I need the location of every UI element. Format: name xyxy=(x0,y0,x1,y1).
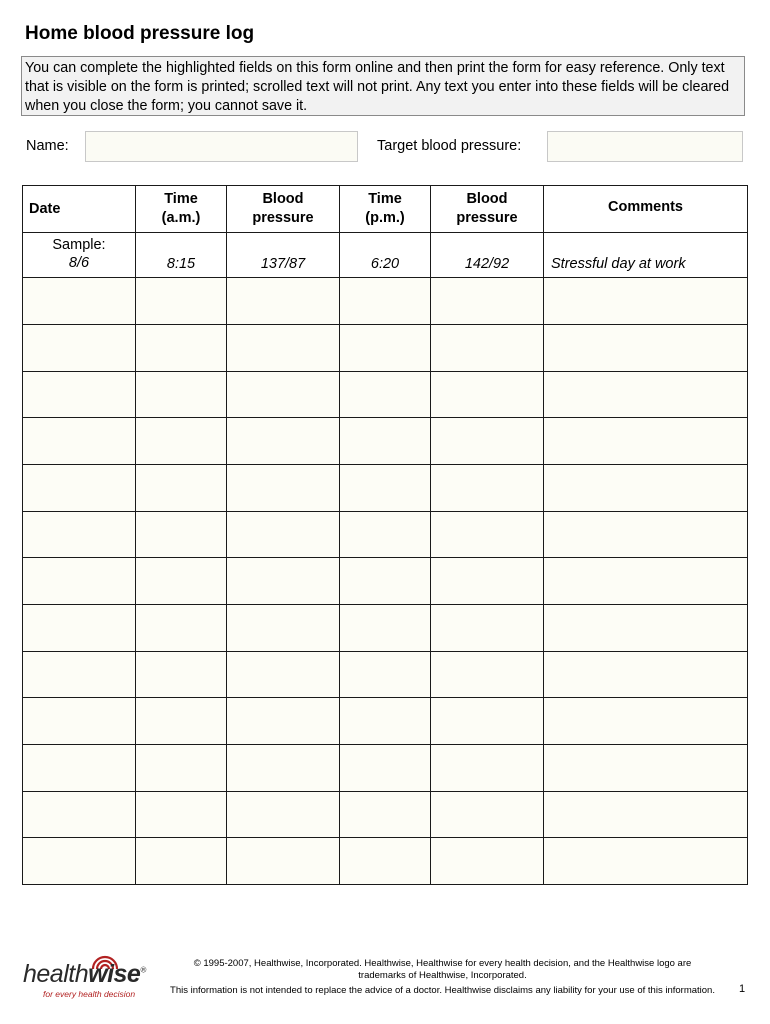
time-am-cell[interactable] xyxy=(136,698,227,745)
log-row xyxy=(23,791,748,838)
bp-pm-cell[interactable] xyxy=(431,604,544,651)
sample-bp-am: 137/87 xyxy=(227,233,340,278)
log-row xyxy=(23,558,748,605)
time-am-cell[interactable] xyxy=(136,371,227,418)
sample-time-am: 8:15 xyxy=(136,233,227,278)
sample-row xyxy=(23,233,748,278)
healthwise-logo xyxy=(23,943,153,1003)
time-am-cell[interactable] xyxy=(136,604,227,651)
time-pm-cell[interactable] xyxy=(340,838,431,885)
comments-cell[interactable] xyxy=(544,418,748,465)
date-cell[interactable] xyxy=(23,418,136,465)
log-row xyxy=(23,464,748,511)
time-pm-cell[interactable] xyxy=(340,511,431,558)
log-row xyxy=(23,418,748,465)
bp-am-cell[interactable] xyxy=(227,604,340,651)
comments-cell[interactable] xyxy=(544,278,748,325)
logo-wordmark: healthwise® xyxy=(23,960,146,988)
date-cell[interactable] xyxy=(23,511,136,558)
comments-cell[interactable] xyxy=(544,744,748,791)
bp-am-cell[interactable] xyxy=(227,371,340,418)
time-am-cell[interactable] xyxy=(136,838,227,885)
log-row xyxy=(23,278,748,325)
log-row xyxy=(23,371,748,418)
name-field[interactable] xyxy=(85,131,358,162)
time-am-cell[interactable] xyxy=(136,651,227,698)
time-pm-cell[interactable] xyxy=(340,651,431,698)
bp-pm-cell[interactable] xyxy=(431,511,544,558)
comments-cell[interactable] xyxy=(544,698,748,745)
time-am-cell[interactable] xyxy=(136,324,227,371)
name-label: Name: xyxy=(26,138,69,154)
page-number: 1 xyxy=(739,983,746,995)
bp-pm-cell[interactable] xyxy=(431,418,544,465)
comments-cell[interactable] xyxy=(544,651,748,698)
time-am-cell[interactable] xyxy=(136,418,227,465)
bp-pm-cell[interactable] xyxy=(431,558,544,605)
log-row xyxy=(23,744,748,791)
time-pm-cell[interactable] xyxy=(340,371,431,418)
bp-pm-cell[interactable] xyxy=(431,371,544,418)
logo-tagline: for every health decision xyxy=(43,989,136,999)
bp-pm-cell[interactable] xyxy=(431,651,544,698)
bp-pm-cell[interactable] xyxy=(431,744,544,791)
time-am-cell[interactable] xyxy=(136,278,227,325)
log-row xyxy=(23,651,748,698)
bp-am-cell[interactable] xyxy=(227,698,340,745)
bp-am-cell[interactable] xyxy=(227,838,340,885)
bp-am-cell[interactable] xyxy=(227,558,340,605)
date-cell[interactable] xyxy=(23,558,136,605)
header-comments: Comments xyxy=(544,186,748,233)
comments-cell[interactable] xyxy=(544,464,748,511)
sample-comments: Stressful day at work xyxy=(544,233,748,278)
header-time-am: Time (a.m.) xyxy=(136,186,227,233)
time-pm-cell[interactable] xyxy=(340,791,431,838)
time-pm-cell[interactable] xyxy=(340,324,431,371)
sample-time-pm: 6:20 xyxy=(340,233,431,278)
time-pm-cell[interactable] xyxy=(340,558,431,605)
date-cell[interactable] xyxy=(23,838,136,885)
date-cell[interactable] xyxy=(23,371,136,418)
copyright-line-1: © 1995-2007, Healthwise, Incorporated. Healthwise, Healthwise for every health decision, and the Healthwise logo are xyxy=(193,958,692,969)
bp-am-cell[interactable] xyxy=(227,278,340,325)
bp-am-cell[interactable] xyxy=(227,791,340,838)
bp-pm-cell[interactable] xyxy=(431,324,544,371)
time-pm-cell[interactable] xyxy=(340,418,431,465)
sample-date-cell xyxy=(23,233,136,278)
comments-cell[interactable] xyxy=(544,511,748,558)
log-row xyxy=(23,838,748,885)
copyright-line-2: trademarks of Healthwise, Incorporated. xyxy=(358,970,527,981)
bp-am-cell[interactable] xyxy=(227,324,340,371)
bp-pm-cell[interactable] xyxy=(431,838,544,885)
comments-cell[interactable] xyxy=(544,604,748,651)
date-cell[interactable] xyxy=(23,744,136,791)
page-title: Home blood pressure log xyxy=(25,23,255,44)
header-time-pm: Time (p.m.) xyxy=(340,186,431,233)
comments-cell[interactable] xyxy=(544,558,748,605)
sample-bp-pm: 142/92 xyxy=(431,233,544,278)
header-date: Date xyxy=(23,186,136,233)
time-am-cell[interactable] xyxy=(136,511,227,558)
instructions-notice: You can complete the highlighted fields on this form online and then print the form for easy reference. Only text that is visible on the form is printed; scrolled text will not print. Any text you enter into these fields will be cleared when you close the form; you cannot save it. xyxy=(21,56,745,116)
time-pm-cell[interactable] xyxy=(340,464,431,511)
log-row xyxy=(23,698,748,745)
disclaimer: This information is not intended to replace the advice of a doctor. Healthwise disclaims any liability for your use of this information. xyxy=(170,985,715,996)
bp-am-cell[interactable] xyxy=(227,418,340,465)
comments-cell[interactable] xyxy=(544,791,748,838)
bp-am-cell[interactable] xyxy=(227,651,340,698)
header-bp-am: Blood pressure xyxy=(227,186,340,233)
time-am-cell[interactable] xyxy=(136,791,227,838)
time-pm-cell[interactable] xyxy=(340,744,431,791)
date-cell[interactable] xyxy=(23,791,136,838)
bp-pm-cell[interactable] xyxy=(431,464,544,511)
bp-pm-cell[interactable] xyxy=(431,791,544,838)
date-cell[interactable] xyxy=(23,604,136,651)
bp-am-cell[interactable] xyxy=(227,511,340,558)
comments-cell[interactable] xyxy=(544,371,748,418)
comments-cell[interactable] xyxy=(544,838,748,885)
header-bp-pm: Blood pressure xyxy=(431,186,544,233)
date-cell[interactable] xyxy=(23,324,136,371)
time-am-cell[interactable] xyxy=(136,744,227,791)
target-bp-label: Target blood pressure: xyxy=(377,138,522,154)
log-row xyxy=(23,604,748,651)
bp-pm-cell[interactable] xyxy=(431,698,544,745)
time-pm-cell[interactable] xyxy=(340,278,431,325)
target-bp-field[interactable] xyxy=(547,131,743,162)
log-row xyxy=(23,511,748,558)
time-pm-cell[interactable] xyxy=(340,604,431,651)
bp-am-cell[interactable] xyxy=(227,464,340,511)
time-pm-cell[interactable] xyxy=(340,698,431,745)
time-am-cell[interactable] xyxy=(136,464,227,511)
date-cell[interactable] xyxy=(23,651,136,698)
sample-date: 8/6 xyxy=(68,255,90,271)
log-row xyxy=(23,324,748,371)
bp-am-cell[interactable] xyxy=(227,744,340,791)
time-am-cell[interactable] xyxy=(136,558,227,605)
date-cell[interactable] xyxy=(23,278,136,325)
date-cell[interactable] xyxy=(23,698,136,745)
table-header-row xyxy=(23,186,748,233)
blood-pressure-log-table xyxy=(22,185,748,885)
date-cell[interactable] xyxy=(23,464,136,511)
sample-label: Sample: xyxy=(52,237,106,253)
comments-cell[interactable] xyxy=(544,324,748,371)
bp-pm-cell[interactable] xyxy=(431,278,544,325)
